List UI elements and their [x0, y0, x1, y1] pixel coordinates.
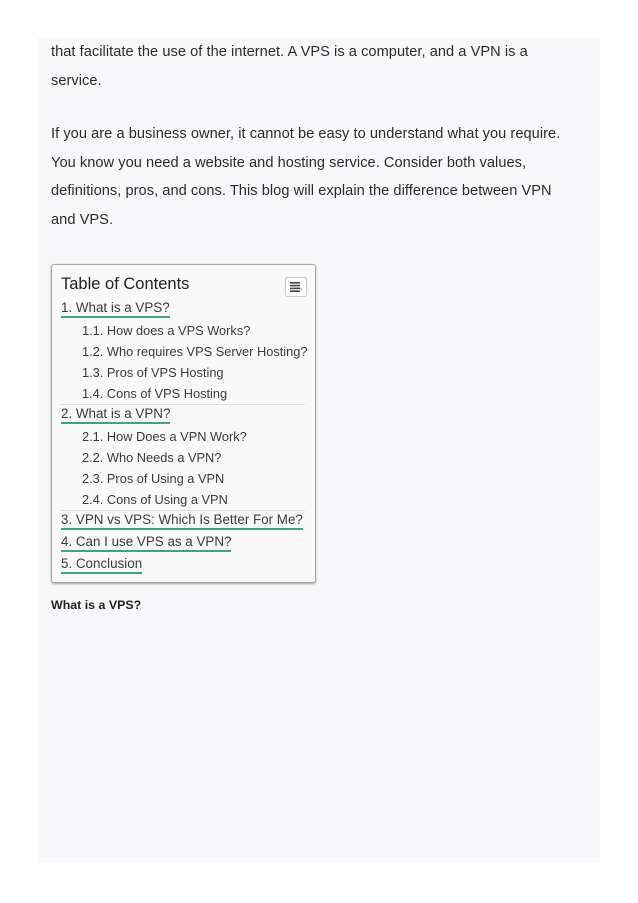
- toc-item-who-needs-vpn[interactable]: 2.2. Who Needs a VPN?: [82, 450, 222, 465]
- toc-divider: [61, 510, 305, 511]
- toc-item-pros-vps[interactable]: 1.3. Pros of VPS Hosting: [82, 365, 224, 380]
- list-toggle-icon: [290, 282, 302, 292]
- toc-divider: [61, 404, 305, 405]
- toc-item-what-is-vpn[interactable]: 2. What is a VPN?: [61, 406, 170, 424]
- paragraph-line: that facilitate the use of the internet. A VPS is a computer, and a VPN is a: [51, 44, 528, 60]
- paragraph-line: and VPS.: [51, 211, 114, 228]
- paragraph-line: If you are a business owner, it cannot be easy to understand what you require.: [51, 126, 561, 142]
- toc-item-what-is-vps[interactable]: 1. What is a VPS?: [61, 300, 170, 318]
- toc-item-vpn-vs-vps[interactable]: 3. VPN vs VPS: Which Is Better For Me?: [61, 512, 303, 530]
- toc-item-cons-vps[interactable]: 1.4. Cons of VPS Hosting: [82, 386, 228, 401]
- toc-title: Table of Contents: [61, 275, 190, 293]
- toc-item-cons-vpn[interactable]: 2.4. Cons of Using a VPN: [82, 492, 228, 507]
- toc-item-who-requires-vps[interactable]: 1.2. Who requires VPS Server Hosting?: [82, 344, 308, 359]
- toc-toggle-button[interactable]: [285, 277, 307, 297]
- toc-item-pros-vpn[interactable]: 2.3. Pros of Using a VPN: [82, 471, 225, 486]
- paragraph-line: You know you need a website and hosting service. Consider both values,: [51, 154, 527, 171]
- table-of-contents: [51, 264, 316, 583]
- toc-item-vps-as-vpn[interactable]: 4. Can I use VPS as a VPN?: [61, 534, 231, 552]
- section-heading: What is a VPS?: [51, 598, 142, 612]
- document-page: [38, 38, 600, 863]
- toc-item-conclusion[interactable]: 5. Conclusion: [61, 556, 142, 574]
- toc-item-how-vpn-works[interactable]: 2.1. How Does a VPN Work?: [82, 429, 247, 444]
- paragraph-line: service.: [51, 72, 102, 89]
- intro-paragraph: [51, 38, 591, 95]
- article-body: [51, 38, 591, 234]
- business-paragraph: [51, 120, 591, 234]
- paragraph-line: definitions, pros, and cons. This blog will explain the difference between VPN: [51, 183, 552, 199]
- toc-item-how-vps-works[interactable]: 1.1. How does a VPS Works?: [82, 323, 251, 338]
